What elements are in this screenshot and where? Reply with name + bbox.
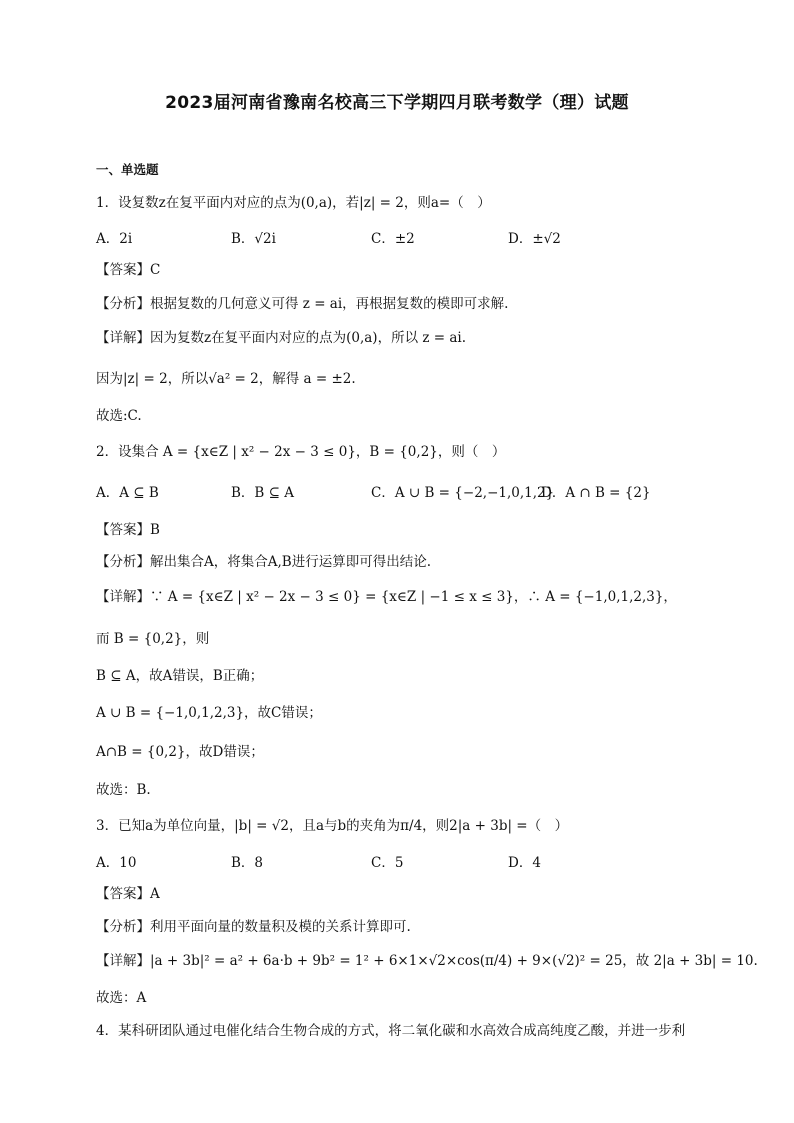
page-title: 2023届河南省豫南名校高三下学期四月联考数学（理）试题 <box>165 93 629 113</box>
option-b: B．B ⊆ A <box>231 485 294 501</box>
question-2-options <box>96 483 716 503</box>
question-2-step-4: A∩B = {0,2}，故D错误； <box>96 744 264 760</box>
question-3-stem: 3．已知a为单位向量，|b| = √2，且a与b的夹角为π/4，则2|a + 3b| =（ ） <box>96 818 569 834</box>
question-4-stem: 4．某科研团队通过电催化结合生物合成的方式，将二氧化碳和水高效合成高纯度乙酸，并进一步利 <box>96 1023 686 1039</box>
question-1-analysis: 【分析】根据复数的几何意义可得 z = ai，再根据复数的模即可求解. <box>96 296 509 312</box>
question-3-answer: 【答案】A <box>96 886 160 902</box>
option-c: C．±2 <box>371 231 415 247</box>
option-a: A．A ⊆ B <box>96 485 159 501</box>
question-1-conclusion: 故选:C. <box>96 408 142 424</box>
question-2-step-1: 而 B = {0,2}，则 <box>96 631 210 647</box>
question-2-answer: 【答案】B <box>96 522 160 538</box>
question-2-detail: 【详解】∵ A = {x∈Z | x² − 2x − 3 ≤ 0} = {x∈Z | −1 ≤ x ≤ 3}，∴ A = {−1,0,1,2,3}， <box>96 589 677 605</box>
question-3-detail: 【详解】|a + 3b|² = a² + 6a·b + 9b² = 1² + 6×1×√2×cos(π/4) + 9×(√2)² = 25，故 2|a + 3b| = 10. <box>96 953 758 969</box>
section-heading: 一、单选题 <box>96 162 159 177</box>
option-c: C．A ∪ B = {−2,−1,0,1,2} <box>371 485 555 501</box>
question-1-step: 因为|z| = 2，所以√a² = 2，解得 a = ±2. <box>96 371 356 387</box>
option-d: D．±√2 <box>508 231 561 247</box>
question-1-stem: 1．设复数z在复平面内对应的点为(0,a)，若|z| = 2，则a=（ ） <box>96 195 491 211</box>
question-2-analysis: 【分析】解出集合A，将集合A,B进行运算即可得出结论. <box>96 554 432 570</box>
question-3-options <box>96 853 716 873</box>
question-2-stem: 2．设集合 A = {x∈Z | x² − 2x − 3 ≤ 0}，B = {0,2}，则（ ） <box>96 444 506 460</box>
option-c: C．5 <box>371 855 404 871</box>
question-1-answer: 【答案】C <box>96 262 161 278</box>
option-a: A．10 <box>96 855 137 871</box>
question-2-step-2: B ⊆ A，故A错误，B正确； <box>96 668 264 684</box>
question-2-step-3: A ∪ B = {−1,0,1,2,3}，故C错误； <box>96 705 322 721</box>
question-3-conclusion: 故选：A <box>96 990 147 1006</box>
question-1-options <box>96 229 716 249</box>
option-d: D．4 <box>508 855 541 871</box>
option-b: B．√2i <box>231 231 276 247</box>
option-d: D．A ∩ B = {2} <box>541 485 651 501</box>
question-2-conclusion: 故选：B. <box>96 782 151 798</box>
question-3-analysis: 【分析】利用平面向量的数量积及模的关系计算即可. <box>96 919 411 935</box>
option-a: A．2i <box>96 231 133 247</box>
question-1-detail: 【详解】因为复数z在复平面内对应的点为(0,a)，所以 z = ai. <box>96 330 467 346</box>
option-b: B．8 <box>231 855 264 871</box>
